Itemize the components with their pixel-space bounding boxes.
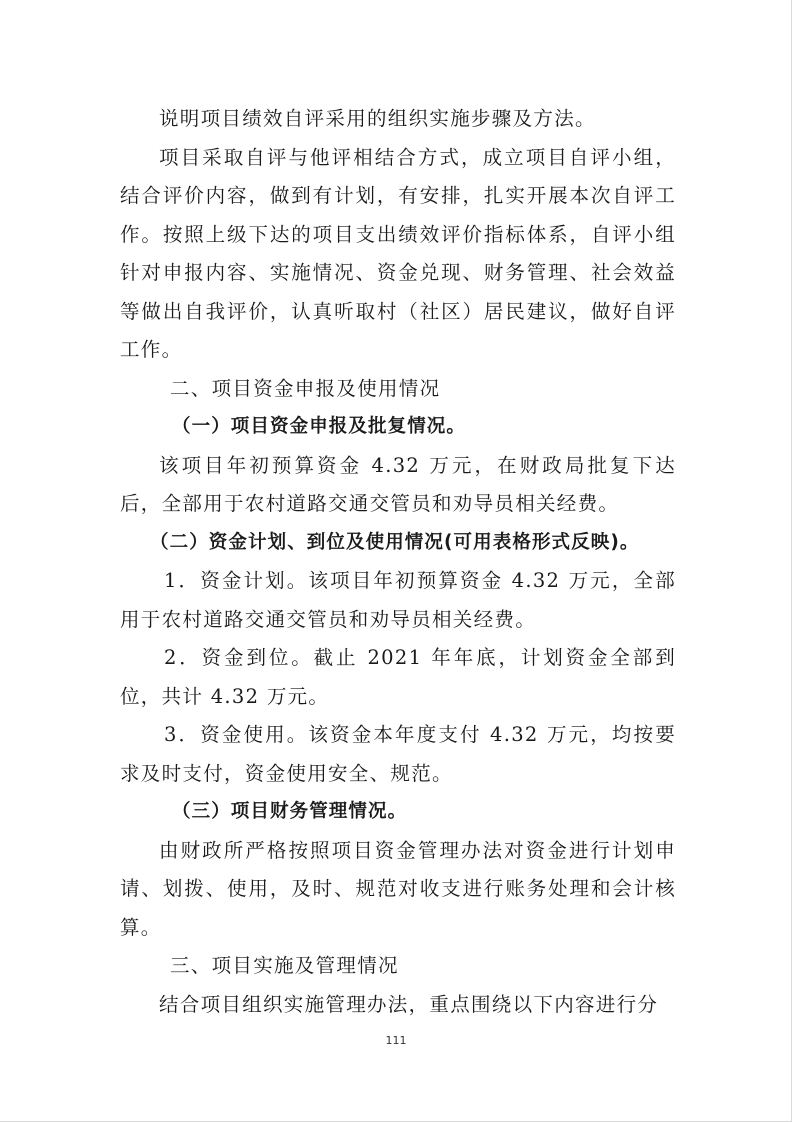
list-item-fund-arrival: 2．资金到位。截止 2021 年年底，计划资金全部到位，共计 4.32 万元。 [120, 646, 676, 708]
paragraph-method: 说明项目绩效自评采用的组织实施步骤及方法。 [159, 107, 596, 130]
subheading-fund-plan: （二）资金计划、到位及使用情况(可用表格形式反映)。 [150, 531, 640, 553]
list-item-fund-usage: 3．资金使用。该资金本年度支付 4.32 万元，均按要求及时支付，资金使用安全、规范。 [120, 723, 676, 785]
list-item-fund-plan: 1．资金计划。该项目年初预算资金 4.32 万元，全部用于农村道路交通交管员和劝导员相关经费。 [120, 569, 676, 631]
paragraph-finance: 由财政所严格按照项目资金管理办法对资金进行计划申请、划拨、使用，及时、规范对收支进行账务处理和会计核算。 [120, 838, 676, 939]
section-heading-funds: 二、项目资金申报及使用情况 [170, 376, 441, 400]
subheading-finance: （三）项目财务管理情况。 [172, 801, 408, 822]
section-heading-implementation: 三、项目实施及管理情况 [170, 954, 399, 977]
subheading-application: （一）项目资金申报及批复情况。 [172, 416, 467, 437]
page-number: 111 [385, 1034, 407, 1047]
paragraph-implementation: 结合项目组织实施管理办法，重点围绕以下内容进行分 [159, 992, 659, 1016]
paragraph-self-evaluation: 项目采取自评与他评相结合方式，成立项目自评小组，结合评价内容，做到有计划，有安排，扎实开展本次自评工作。按照上级下达的项目支出绩效评价指标体系，自评小组针对申报内容、实施情况、资金兑现、财务管理、社会效益等做出自我评价，认真听取村（社区）居民建议，做好自评工作。 [120, 145, 676, 361]
paragraph-budget: 该项目年初预算资金 4.32 万元，在财政局批复下达后，全部用于农村道路交通交管员和劝导员相关经费。 [120, 453, 676, 515]
document-body [120, 100, 676, 1024]
